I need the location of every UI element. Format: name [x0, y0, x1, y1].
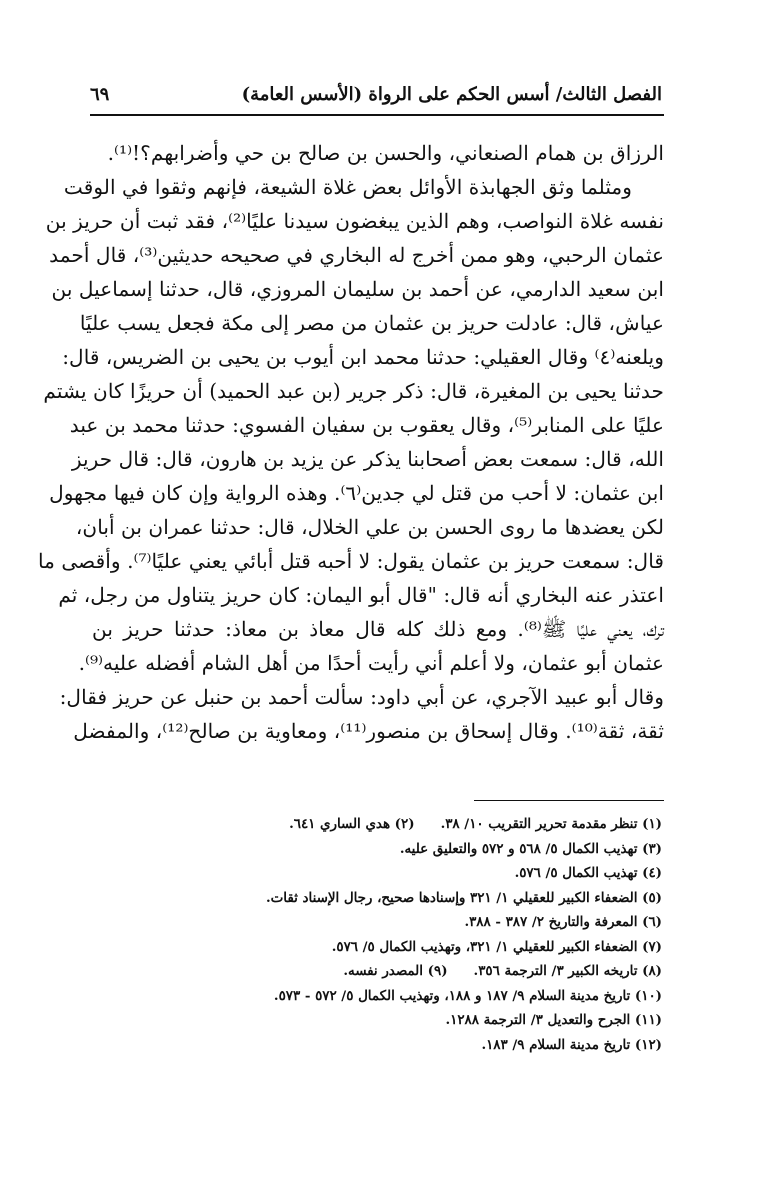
footnote-rule	[474, 800, 664, 801]
footnote: (٨) تاريخه الكبير ٣/ الترجمة ٣٥٦.	[473, 963, 662, 979]
body-line: ترك، يعني عليًا ﷺ⁽⁸⁾. ومع ذلك كله قال معاذ بن معاذ: حدثنا حريز بن	[92, 617, 664, 641]
body-line: عثمان أبو عثمان، ولا أعلم أني رأيت أحدًا من أهل الشام أفضله عليه⁽⁹⁾.	[78, 651, 664, 675]
footnote: (١٠) تاريخ مدينة السلام ٩/ ١٨٧ و ١٨٨، وتهذيب الكمال ٥/ ٥٧٢ - ٥٧٣.	[273, 987, 662, 1004]
body-line: عثمان الرحبي، وهو ممن أخرج له البخاري في صحيحه حديثين⁽³⁾، قال أحمد	[49, 243, 664, 267]
footnote-row	[170, 861, 662, 886]
footnote: (٥) الضعفاء الكبير للعقيلي ١/ ٣٢١ وإسنادها صحيح، رجال الإسناد ثقات.	[266, 889, 662, 906]
footnote: (٤) تهذيب الكمال ٥/ ٥٧٦.	[514, 865, 662, 881]
body-line: وقال أبو عبيد الآجري، عن أبي داود: سألت أحمد بن حنبل عن حريز فقال:	[59, 685, 664, 709]
footnote-row	[170, 837, 662, 862]
body-line: عليًا على المنابر⁽⁵⁾، وقال يعقوب بن سفيان الفسوي: حدثنا محمد بن عبد	[69, 413, 664, 437]
footnotes	[170, 812, 662, 1057]
footnote: (٢) هدي الساري ٦٤١.	[289, 816, 415, 832]
body-text	[37, 136, 664, 748]
footnote-row	[170, 959, 662, 984]
footnote: (٧) الضعفاء الكبير للعقيلي ١/ ٣٢١، وتهذيب الكمال ٥/ ٥٧٦.	[331, 938, 662, 955]
body-line: ثقة، ثقة⁽¹⁰⁾. وقال إسحاق بن منصور⁽¹¹⁾، ومعاوية بن صالح⁽¹²⁾، والمفضل	[73, 719, 664, 743]
footnote: (٦) المعرفة والتاريخ ٢/ ٣٨٧ - ٣٨٨.	[464, 914, 662, 930]
body-line: ويلعنه⁽٤⁾ وقال العقيلي: حدثنا محمد ابن أيوب بن يحيى بن الضريس، قال:	[62, 345, 664, 369]
footnote-row	[170, 910, 662, 935]
chapter-title: الفصل الثالث/ أسس الحكم على الرواة (الأسس العامة)	[241, 84, 662, 105]
footnote: (١١) الجرح والتعديل ٣/ الترجمة ١٢٨٨.	[445, 1012, 662, 1028]
body-line: نفسه غلاة النواصب، وهم الذين يبغضون سيدنا عليًا⁽²⁾، فقد ثبت أن حريز بن	[45, 209, 664, 233]
footnote-row	[170, 886, 662, 911]
body-line: ومثلما وثق الجهابذة الأوائل بعض غلاة الشيعة، فإنهم وثقوا في الوقت	[63, 175, 632, 199]
footnote-row	[170, 984, 662, 1009]
body-line: عياش، قال: عادلت حريز بن عثمان من مصر إلى مكة فجعل يسب عليًا	[79, 311, 664, 335]
running-header	[90, 84, 662, 110]
body-line: الرزاق بن همام الصنعاني، والحسن بن صالح بن حي وأضرابهم؟!⁽¹⁾.	[107, 141, 664, 165]
footnote-row	[170, 1033, 662, 1058]
footnote: (١) تنظر مقدمة تحرير التقريب ١٠/ ٣٨.	[440, 816, 662, 832]
body-line: الله، قال: سمعت بعض أصحابنا يذكر عن يزيد بن هارون، قال: قال حريز	[71, 447, 664, 471]
footnote: (٩) المصدر نفسه.	[343, 963, 448, 979]
footnote: (١٢) تاريخ مدينة السلام ٩/ ١٨٣.	[481, 1036, 662, 1053]
footnote-row	[170, 812, 662, 837]
body-line: لكن يعضدها ما روى الحسن بن علي الخلال، قال: حدثنا عمران بن أبان،	[75, 515, 664, 539]
body-line: قال: سمعت حريز بن عثمان يقول: لا أحبه قتل أبائي يعني عليًا⁽⁷⁾. وأقصى ما	[37, 549, 664, 573]
header-rule	[90, 114, 664, 116]
footnote: (٣) تهذيب الكمال ٥/ ٥٦٨ و ٥٧٢ والتعليق عليه.	[399, 840, 662, 857]
body-line: ابن سعيد الدارمي، عن أحمد بن سليمان المروزي، قال، حدثنا إسماعيل بن	[51, 277, 664, 301]
body-line: اعتذر عنه البخاري أنه قال: "قال أبو اليمان: كان حريز يتناول من رجل، ثم	[58, 583, 664, 607]
page-number: ٦٩	[90, 84, 110, 105]
footnote-row	[170, 935, 662, 960]
body-line: ابن عثمان: لا أحب من قتل لي جدين⁽٦⁾. وهذه الرواية وإن كان فيها مجهول	[49, 481, 664, 505]
footnote-row	[170, 1008, 662, 1033]
body-line: حدثنا يحيى بن المغيرة، قال: ذكر جرير (بن عبد الحميد) أن حريزًا كان يشتم	[43, 379, 664, 403]
